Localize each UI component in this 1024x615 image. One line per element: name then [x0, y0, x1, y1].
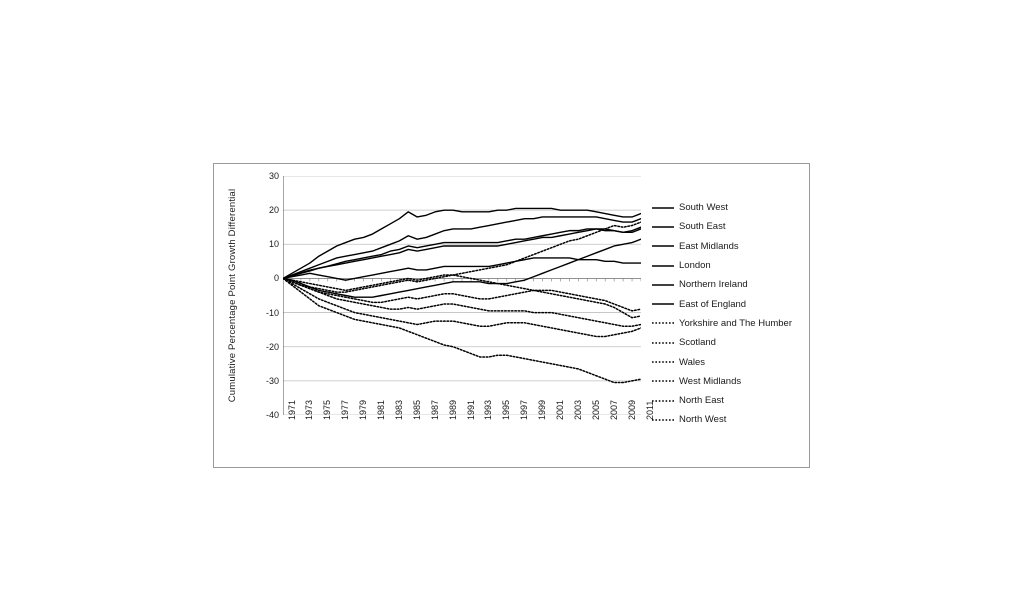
- x-tick-label: 2001: [555, 399, 565, 420]
- x-tick-label: 1997: [519, 399, 530, 420]
- x-tick-label: 1977: [340, 399, 351, 420]
- legend-item[interactable]: [652, 352, 807, 371]
- x-tick-label: 1981: [376, 399, 386, 420]
- y-tick-label: 0: [273, 273, 279, 284]
- y-axis-title-text: Cumulative Percentage Point Growth Differential: [226, 188, 238, 403]
- legend-item-label: North East: [679, 395, 724, 407]
- legend-item[interactable]: [652, 256, 807, 275]
- legend-line-icon: [652, 299, 674, 309]
- x-tick-label: 1975: [322, 399, 333, 420]
- chart-canvas: [283, 176, 641, 415]
- x-tick-label: 1999: [537, 399, 548, 420]
- series-line: [283, 208, 641, 278]
- legend-line-icon: [652, 280, 674, 290]
- series-line: [283, 217, 641, 278]
- legend-item-label: West Midlands: [679, 375, 742, 387]
- y-tick-label: 30: [268, 171, 279, 181]
- plot-lines: [283, 176, 641, 415]
- y-axis-title: [222, 176, 242, 415]
- legend-line-icon: [652, 318, 674, 328]
- legend-line-icon: [652, 222, 674, 232]
- legend-item[interactable]: [652, 314, 807, 333]
- series-line: [283, 278, 641, 326]
- x-tick-label: 2005: [590, 399, 601, 420]
- x-tick-label: 1993: [483, 399, 494, 420]
- legend-item[interactable]: [652, 372, 807, 391]
- y-tick-label: 10: [268, 239, 279, 250]
- x-tick-label: 2003: [572, 399, 583, 420]
- legend-item-label: Northern Ireland: [679, 279, 748, 291]
- y-tick-label: 20: [268, 205, 279, 216]
- y-axis-tick-labels: [249, 171, 279, 420]
- legend-line-icon: [652, 396, 674, 406]
- x-tick-label: 1987: [429, 399, 440, 420]
- series-line: [283, 227, 641, 278]
- legend-item[interactable]: [652, 275, 807, 294]
- x-tick-label: 2009: [626, 399, 637, 420]
- x-tick-label: 1985: [411, 399, 422, 420]
- x-tick-label: 1979: [358, 399, 369, 420]
- legend-item[interactable]: [652, 198, 807, 217]
- legend-item-label: Scotland: [679, 337, 716, 349]
- y-tick-label: -40: [265, 410, 279, 420]
- x-tick-label: 1991: [465, 399, 476, 420]
- legend-item[interactable]: [652, 333, 807, 352]
- legend-line-icon: [652, 376, 674, 386]
- legend-item-label: London: [679, 260, 711, 272]
- x-tick-label: 1973: [304, 399, 315, 420]
- legend-item[interactable]: [652, 410, 807, 429]
- x-tick-label: 1989: [447, 399, 458, 420]
- legend-item-label: East of England: [679, 298, 747, 310]
- x-tick-label: 1983: [393, 399, 404, 420]
- legend-line-icon: [652, 338, 674, 348]
- legend-line-icon: [652, 261, 674, 271]
- legend-item-label: Wales: [679, 356, 706, 368]
- legend-line-icon: [652, 357, 674, 367]
- x-tick-label: 2011: [644, 400, 655, 420]
- legend-item-label: South East: [679, 221, 726, 233]
- legend-item-label: Yorkshire and The Humber: [679, 317, 793, 329]
- legend-item[interactable]: [652, 391, 807, 410]
- y-tick-label: -10: [265, 307, 279, 318]
- y-tick-label: -30: [265, 375, 279, 386]
- legend-item[interactable]: [652, 294, 807, 313]
- legend-line-icon: [652, 203, 674, 213]
- plot-area: [283, 176, 641, 415]
- y-tick-label: -20: [265, 341, 279, 352]
- legend-line-icon: [652, 241, 674, 251]
- legend-item[interactable]: [652, 217, 807, 236]
- legend-item[interactable]: [652, 237, 807, 256]
- x-axis-tick-labels: [283, 399, 655, 462]
- x-tick-label: 2007: [608, 399, 619, 420]
- legend-item-label: South West: [679, 202, 728, 214]
- series-line: [283, 278, 641, 336]
- legend-line-icon: [652, 415, 674, 425]
- x-tick-label: 1995: [501, 399, 512, 420]
- legend-item-label: North West: [679, 414, 727, 426]
- x-tick-label: 1971: [286, 399, 297, 420]
- chart-legend: [652, 198, 807, 430]
- legend-item-label: East Midlands: [679, 240, 739, 252]
